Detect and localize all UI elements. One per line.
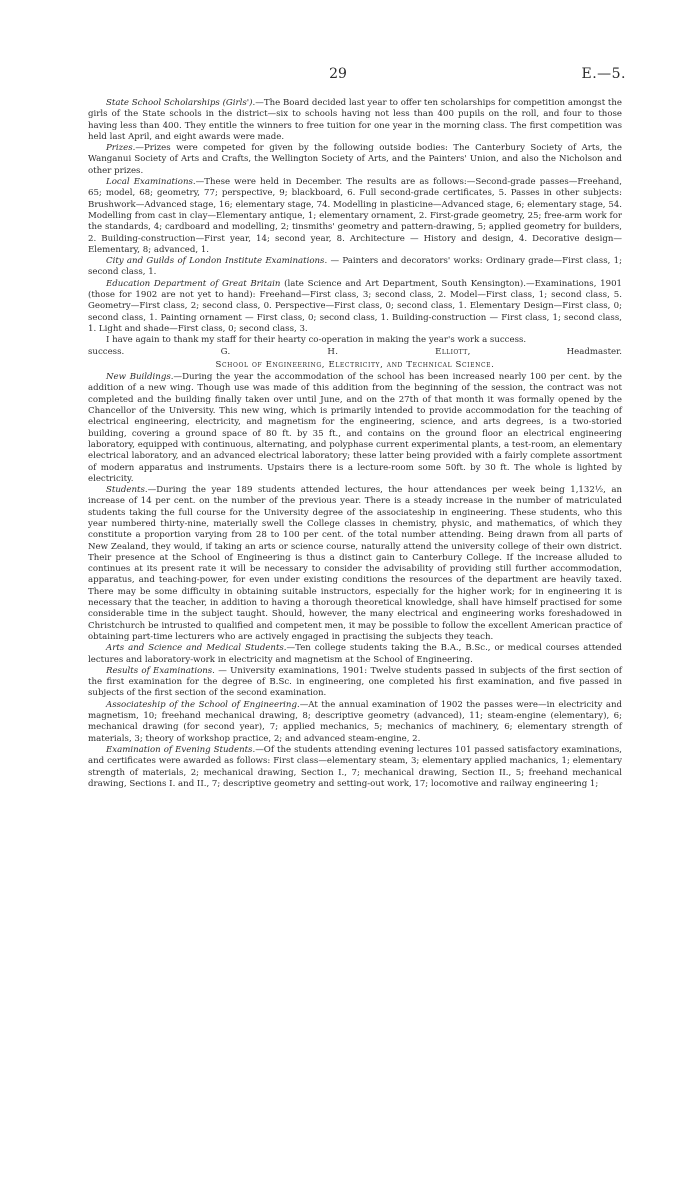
signature-left: success. xyxy=(88,346,125,357)
paragraph-education-department xyxy=(88,279,622,335)
paragraph-text: —During the year the accommodation of the school has been increased nearly 100 per cent. by the addition of a new wing. Though use was made of this addition from the beginning of the session, the contract was not completed and the building finally taken over until June, and on the 27th of that month it was formally opened by the Chancellor of the University. This new wing, which is primarily intended to provide accommodation for the teaching of electrical engineering, electricity, and magnetism for the engineering, science, and arts degrees, is a two-storied building, covering a ground space of 80 ft. by 35 ft., and contains on the ground floor an electrical engineering laboratory, equipped with continuous, alternating, and polyphase current experimental plants, a test-room, an elementary electrical laboratory, and an advanced electrical laboratory; these latter being provided with a fairly complete assortment of modern apparatus and instruments. Upstairs there is a lecture-room some 50ft. by 30 ft. The whole is lighted by electricity. xyxy=(88,372,622,484)
paragraph-heading: Arts and Science and Medical Students. xyxy=(106,643,287,654)
paragraph-heading: City and Guilds of London Institute Examinations. xyxy=(106,256,328,267)
signature-title: , Headmaster. xyxy=(467,346,622,357)
page-number: 29 xyxy=(329,66,347,82)
paragraph-local-examinations xyxy=(88,177,622,256)
document-code: E.—5. xyxy=(581,66,626,82)
signature-line xyxy=(88,347,622,358)
paragraph-associateship xyxy=(88,700,622,745)
paragraph-heading: Education Department of Great Britain xyxy=(106,278,281,289)
paragraph-heading: State School Scholarships (Girls'). xyxy=(106,98,256,108)
paragraph-text: —These were held in December. The results are as follows:—Second-grade passes—Freehand, 65; model, 68; geometry, 77; perspective, 9; blackboard, 6. Full second-grade certificates, 5. Passes in other subjects: Brushwork—Advanced stage, 16; elementary stage, 74. Modelling in plasticine—Advanced stage, 6; elementary stage, 54. Modelling from cast in clay—Elementary antique, 1; elementary ornament, 2. First-grade geometry, 25; free-arm work for the standards, 4; cardboard and modelling, 2; tinsmiths' geometry and pattern-drawing, 5; applied geometry for builders, 2. Building-construction—First year, 14; second year, 8. Architecture — History and design, 4. Decorative design—Elementary, 8; advanced, 1. xyxy=(88,177,622,255)
paragraph-heading: Local Examinations. xyxy=(106,177,196,188)
paragraph-text: —At the annual examination of 1902 the passes were—in electricity and magnetism, 10; freehand mechanical drawing, 8; descriptive geometry (advanced), 11; steam-engine (elementary), 6; mechanical drawing (for second year), 7; applied mechanics, 5; mechanics of machinery, 6; elementary strength of materials, 3; theory of workshop practice, 2; and advanced steam-engine, 2. xyxy=(88,699,622,744)
signature-name: G. H. Elliott xyxy=(220,346,468,357)
paragraph-heading: Associateship of the School of Engineering. xyxy=(106,699,300,710)
paragraph-text: — Painters and decorators' works: Ordinary grade—First class, 1; second class, 1. xyxy=(88,256,623,278)
paragraph-text: —Of the students attending evening lectures 101 passed satisfactory examinations, and certificates were awarded as follows: First class—elementary steam, 3; elementary applied machanics, 1; elementary strength of materials, 2; mechanical drawing, Section I., 7; mechanical drawing, Section II., 5; freehand mechanical drawing, Sections I. and II., 7; descriptive geometry and setting-out work, 17; locomotive and railway engineering 1; xyxy=(88,744,622,789)
section-title: School of Engineering, Electricity, and Technical Science. xyxy=(215,359,495,370)
paragraph-text: —The Board decided last year to offer ten scholarships for competition amongst the girls of the State schools in the district—six to schools having not less than 400 pupils on the roll, and four to those having less than 400. They entitle the winners to free tuition for one year in the morning class. The first competition was held last April, and eight awards were made. xyxy=(88,98,622,142)
paragraph-prizes xyxy=(88,143,622,177)
paragraph-scholarships xyxy=(88,98,622,143)
paragraph-text: —Ten college students taking the B.A., B.Sc., or medical courses attended lectures and laboratory-work in electricity and magnetism at the School of Engineering. xyxy=(88,643,622,665)
paragraph-text: I have again to thank my staff for their hearty co-operation in making the year's work a success. xyxy=(106,335,527,346)
paragraph-results xyxy=(88,666,622,700)
paragraph-text: —During the year 189 students attended lectures, the hour attendances per week being 1,132½, an increase of 14 per cent. on the number of the previous year. There is a steady increase in the number of matriculated students taking the full course for the University degree of the associateship in engineering. These students, who this year numbered thirty-nine, materially swell the College classes in chemistry, physic, and mathematics, of which they constitute a proportion varying from 28 to 100 per cent. of the total number attending. Being drawn from all parts of New Zealand, they would, if taking an arts or science course, naturally attend the university college of their own district. Their presence at the School of Engineering is thus a distinct gain to Canterbury College. If the increase alluded to continues at its present rate it will be necessary to consider the advisability of providing still further accommodation, apparatus, and teaching-power, for even under existing conditions the resources of the department are heavily taxed. There may be some difficulty in obtaining suitable instructors, especially for the higher work; for in engineering it is necessary that the teacher, in addition to having a thorough theoretical knowledge, shall have himself practised for some considerable time in the subject taught. Should, however, the many electrical and engineering works foreshadowed in Christchurch be intrusted to qualified and competent men, it may be possible to follow the excellent American practice of obtaining part-time lecturers who are actively engaged in practising the subjects they teach. xyxy=(88,485,622,642)
paragraph-heading: Results of Examinations. xyxy=(106,665,215,676)
paragraph-text: — University examinations, 1901: Twelve students passed in subjects of the first section of the first examination for the degree of B.Sc. in engineering, one completed his first examination, and five passed in subjects of the first section of the second examination. xyxy=(88,665,622,699)
paragraph-heading: Prizes. xyxy=(106,143,136,154)
paragraph-heading: New Buildings. xyxy=(106,372,174,383)
paragraph-thanks xyxy=(88,335,622,346)
paragraph-city-guilds xyxy=(88,256,622,279)
paragraph-new-buildings xyxy=(88,372,622,485)
body-text xyxy=(88,98,622,790)
paragraph-students xyxy=(88,485,622,643)
paragraph-arts-science xyxy=(88,643,622,666)
paragraph-text: —Prizes were competed for given by the following outside bodies: The Canterbury Society of Arts, the Wanganui Society of Arts and Crafts, the Wellington Society of Arts, and the Painters' Union, and also the Nicholson and other prizes. xyxy=(88,143,622,176)
paragraph-heading: Examination of Evening Students. xyxy=(106,744,256,755)
paragraph-evening-students xyxy=(88,745,622,790)
paragraph-heading: Students. xyxy=(106,485,148,496)
paragraph-text: (late Science and Art Department, South Kensington).—Examinations, 1901 (those for 1902 are not yet to hand): Freehand—First class, 3; second class, 2. Model—First class, 1; second class, 5. Geometry—First class, 2; second class, 0. Perspective—First class, 0; second class, 1. Elementary Design—First class, 0; second class, 1. Painting ornament — First class, 0; second class, 1. Building-construction — First class, 1; second class, 1. Light and shade—First class, 0; second class, 3. xyxy=(88,278,622,334)
